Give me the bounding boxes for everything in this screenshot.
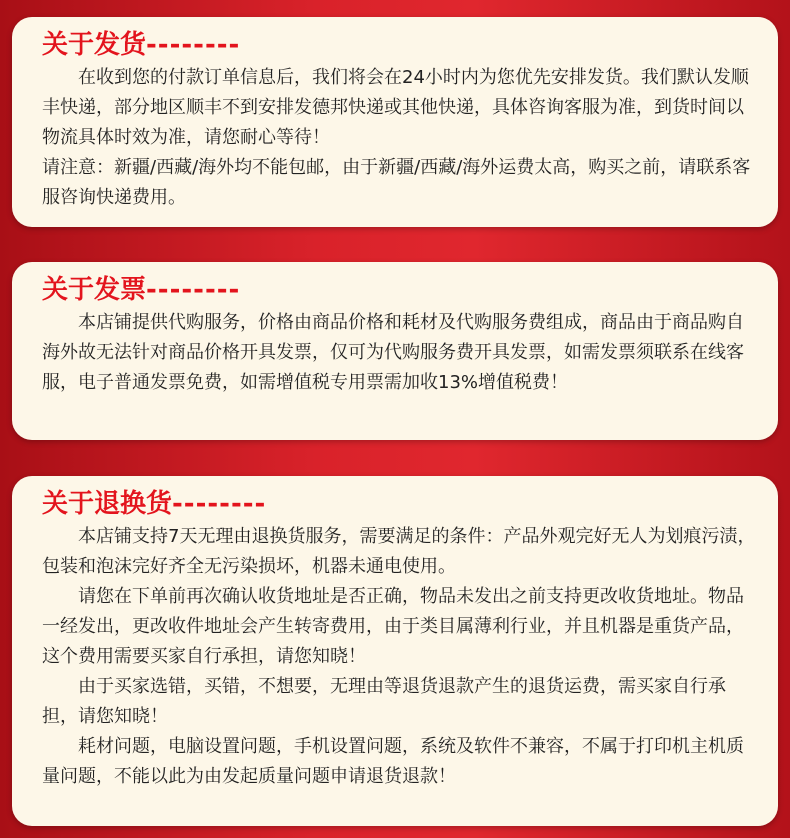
returns-heading <box>42 488 756 520</box>
returns-heading-dashes: -------- <box>172 489 267 519</box>
returns-title: 关于退换货 <box>42 489 173 519</box>
invoice-paragraph-1: 本店铺提供代购服务，价格由商品价格和耗材及代购服务费组成，商品由于商品购自海外故无法针对商品价格开具发票，仅可为代购服务费开具发票，如需发票须联系在线客服，电子普通发票免费，如需增值税专用票需加收13%增值税费！ <box>42 312 744 393</box>
returns-paragraph-4: 耗材问题，电脑设置问题，手机设置问题，系统及软件不兼容，不属于打印机主机质量问题，不能以此为由发起质量问题申请退货退款！ <box>42 736 744 787</box>
returns-paragraph-3: 由于买家选错，买错，不想要，无理由等退货退款产生的退货运费，需买家自行承担，请您知晓！ <box>42 676 726 727</box>
shipping-title: 关于发货 <box>42 30 147 60</box>
shipping-card <box>12 17 778 227</box>
shipping-heading <box>42 29 756 61</box>
returns-paragraph-2: 请您在下单前再次确认收货地址是否正确，物品未发出之前支持更改收货地址。物品一经发出，更改收件地址会产生转寄费用，由于类目属薄利行业，并且机器是重货产品，这个费用需要买家自行承担，请您知晓！ <box>42 586 744 667</box>
invoice-title: 关于发票 <box>42 275 147 305</box>
shipping-paragraph-2: 请注意：新疆/西藏/海外均不能包邮，由于新疆/西藏/海外运费太高，购买之前，请联系客服咨询快递费用。 <box>42 157 751 208</box>
returns-paragraph-1: 本店铺支持7天无理由退换货服务，需要满足的条件：产品外观完好无人为划痕污渍，包装和泡沫完好齐全无污染损坏，机器未通电使用。 <box>42 526 756 577</box>
shipping-heading-dashes: -------- <box>146 30 241 60</box>
returns-card <box>12 476 778 826</box>
invoice-heading <box>42 274 756 306</box>
invoice-heading-dashes: -------- <box>146 275 241 305</box>
shipping-paragraph-1: 在收到您的付款订单信息后，我们将会在24小时内为您优先安排发货。我们默认发顺丰快递，部分地区顺丰不到安排发德邦快递或其他快递，具体咨询客服为准，到货时间以物流具体时效为准，请您耐心等待！ <box>42 67 749 148</box>
invoice-card <box>12 262 778 440</box>
